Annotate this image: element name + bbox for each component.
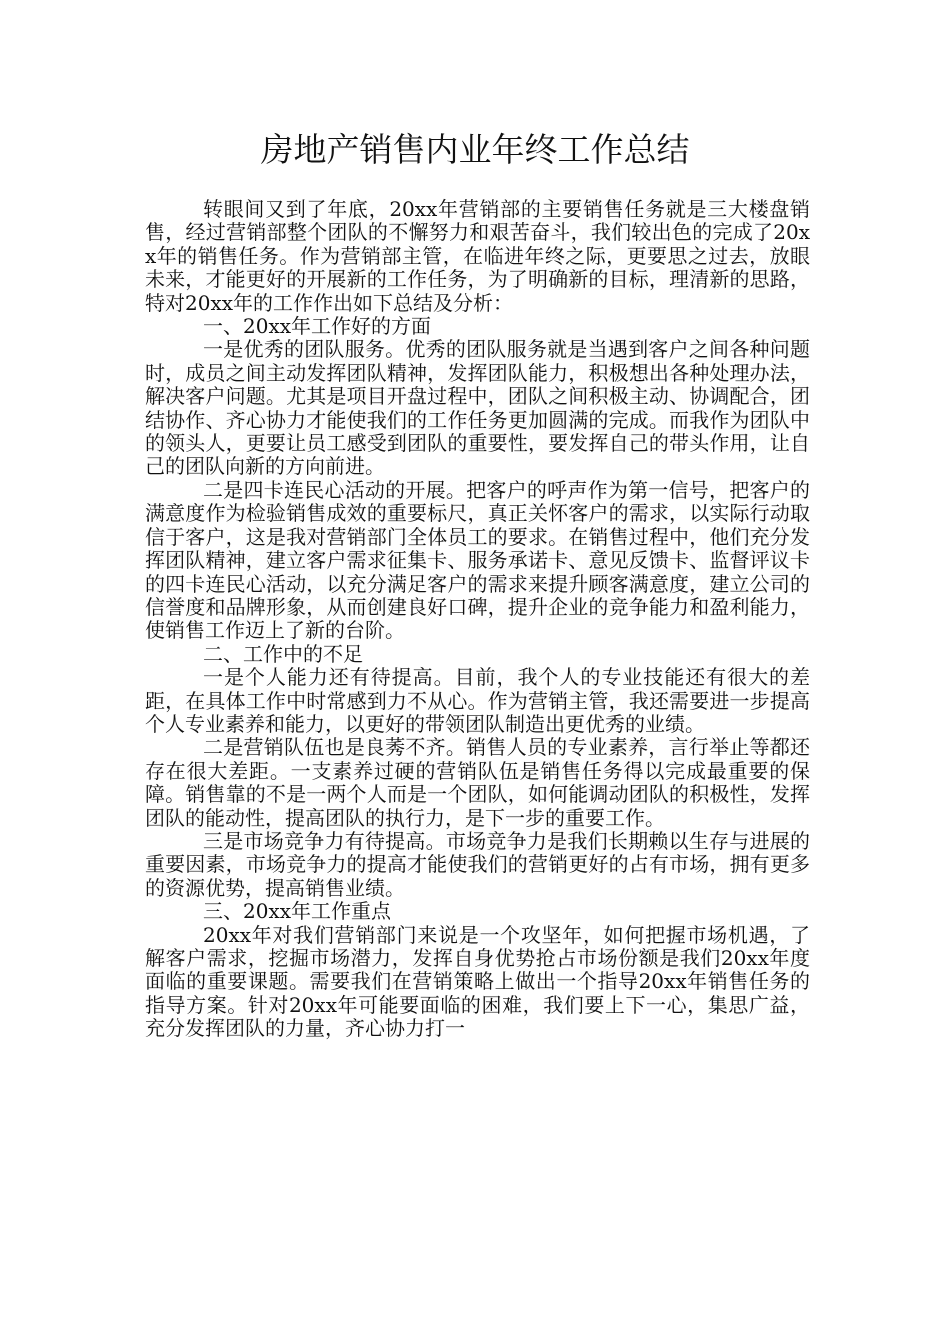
paragraph: 20xx年对我们营销部门来说是一个攻坚年，如何把握市场机遇，了解客户需求，挖掘市场潜力，发挥自身优势抢占市场份额是我们20xx年度面临的重要课题。需要我们在营销策略上做出一个指导20xx年销售任务的指导方案。针对20xx年可能要面临的困难，我们要上下一心，集思广益，充分发挥团队的力量，齐心协力打一	[145, 922, 810, 1041]
document-body	[145, 198, 810, 1041]
section-heading-2: 二、工作中的不足	[203, 641, 363, 666]
paragraph: 三是市场竞争力有待提高。市场竞争力是我们长期赖以生存与进展的重要因素，市场竞争力的提高才能使我们的营销更好的占有市场，拥有更多的资源优势，提高销售业绩。	[145, 828, 810, 900]
section-heading-3: 三、20xx年工作重点	[203, 899, 392, 924]
paragraph-intro: 转眼间又到了年底，20xx年营销部的主要销售任务就是三大楼盘销售，经过营销部整个团队的不懈努力和艰苦奋斗，我们较出色的完成了20xx年的销售任务。作为营销部主管，在临进年终之际，更要思之过去，放眼未来，才能更好的开展新的工作任务，为了明确新的目标，理清新的思路，特对20xx年的工作作出如下总结及分析：	[145, 197, 810, 315]
document-title: 房地产销售内业年终工作总结	[260, 130, 690, 169]
paragraph: 二是营销队伍也是良莠不齐。销售人员的专业素养，言行举止等都还存在很大差距。一支素养过硬的营销队伍是销售任务得以完成最重要的保障。销售靠的不是一两个人而是一个团队，如何能调动团队的积极性，发挥团队的能动性，提高团队的执行力，是下一步的重要工作。	[145, 735, 810, 830]
section-heading-1: 一、20xx年工作好的方面	[203, 314, 432, 339]
paragraph: 二是四卡连民心活动的开展。把客户的呼声作为第一信号，把客户的满意度作为检验销售成效的重要标尺，真正关怀客户的需求，以实际行动取信于客户，这是我对营销部门全体员工的要求。在销售过程中，他们充分发挥团队精神，建立客户需求征集卡、服务承诺卡、意见反馈卡、监督评议卡的四卡连民心活动，以充分满足客户的需求来提升顾客满意度，建立公司的信誉度和品牌形象，从而创建良好口碑，提升企业的竞争能力和盈利能力，使销售工作迈上了新的台阶。	[145, 477, 810, 643]
paragraph: 一是个人能力还有待提高。目前，我个人的专业技能还有很大的差距，在具体工作中时常感到力不从心。作为营销主管，我还需要进一步提高个人专业素养和能力，以更好的带领团队制造出更优秀的业绩。	[145, 665, 810, 736]
paragraph: 一是优秀的团队服务。优秀的团队服务就是当遇到客户之间各种问题时，成员之间主动发挥团队精神，发挥团队能力，积极想出各种处理办法，解决客户问题。尤其是项目开盘过程中，团队之间积极主动、协调配合，团结协作、齐心协力才能使我们的工作任务更加圆满的完成。而我作为团队中的领头人，更要让员工感受到团队的重要性，要发挥自己的带头作用，让自己的团队向新的方向前进。	[145, 337, 810, 479]
